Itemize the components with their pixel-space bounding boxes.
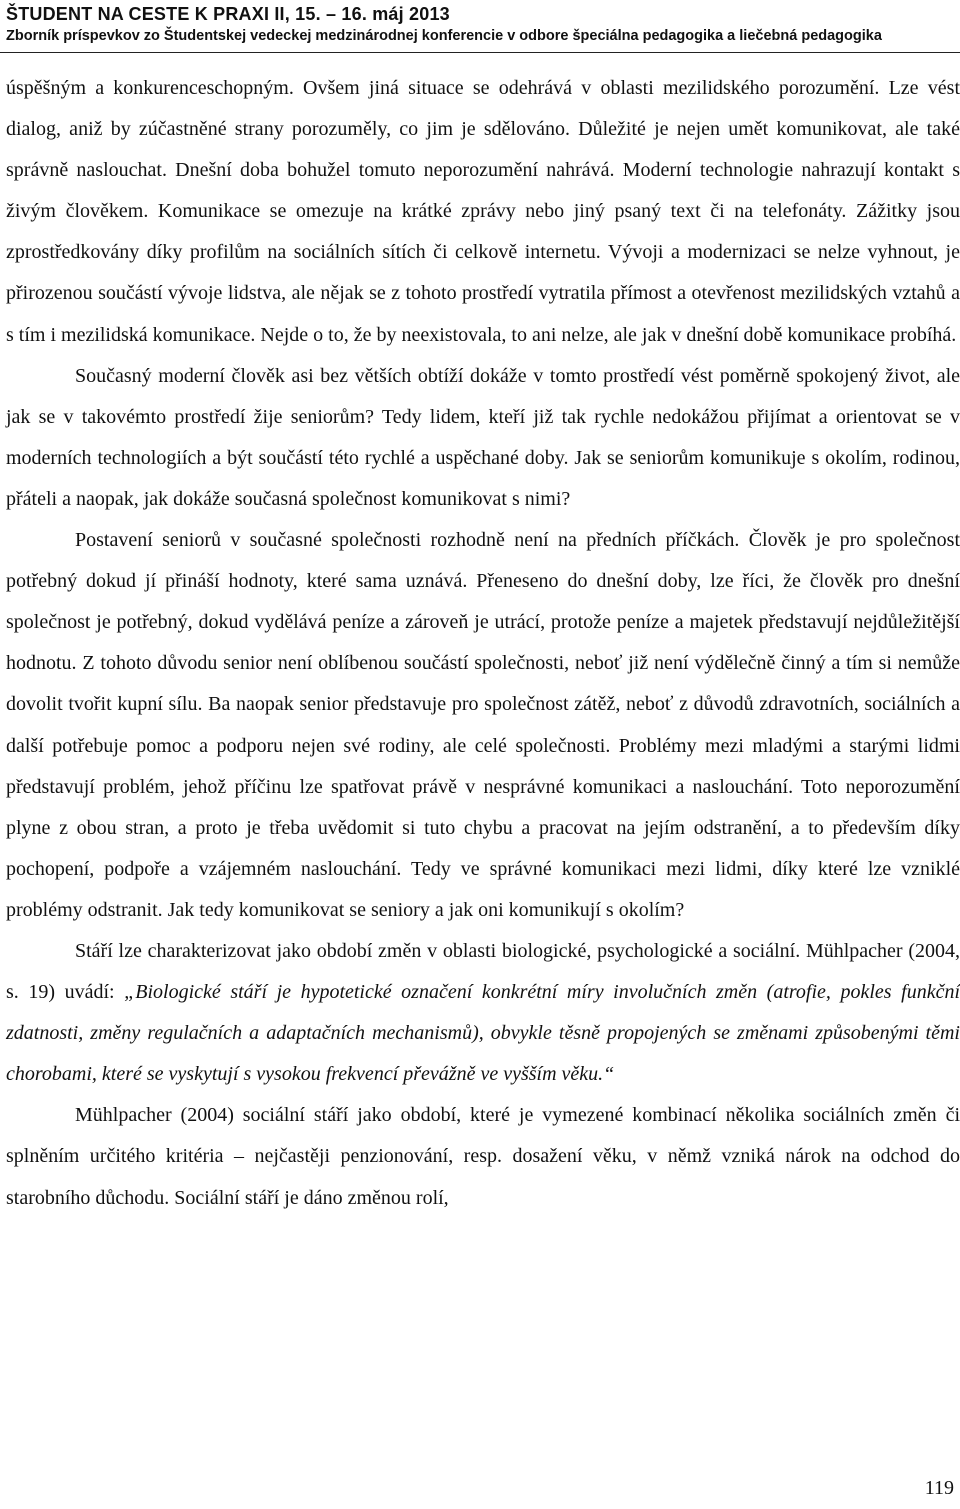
page-number: 119 — [924, 1477, 954, 1499]
paragraph-2: Současný moderní člověk asi bez větších obtíží dokáže v tomto prostředí vést poměrně spokojený život, ale jak se v takovémto prostředí žije seniorům? Tedy lidem, kteří již tak rychle nedokážou přijímat a orientovat se v moderních technologiích a být součástí této rychlé a uspěchané doby. Jak se seniorům komunikuje s okolím, rodinou, přáteli a naopak, jak dokáže současná společnost komunikovat s nimi? — [6, 364, 960, 510]
header-divider — [0, 52, 960, 53]
paragraph-3: Postavení seniorů v současné společnosti rozhodně není na předních příčkách. Člověk je pro společnost potřebný dokud jí přináší hodnoty, které sama uznává. Přeneseno do dnešní doby, lze říci, že člověk pro dnešní společnost je potřebný, dokud vydělává peníze a zároveň je utrácí, protože peníze a majetek představují nejdůležitější hodnotu. Z tohoto důvodu senior není oblíbenou součástí společnosti, neboť již není výdělečně činný a tím si nemůže dovolit tvořit kupní sílu. Ba naopak senior představuje pro společnost zátěž, neboť z důvodů zdravotních, sociálních a další potřebuje pomoc a podporu nejen své rodiny, ale celé společnosti. Problémy mezi mladými a starými lidmi představují problém, jehož příčinu lze spatřovat právě v nesprávné komunikaci a naslouchání. Toto neporozumění plyne z obou stran, a proto je třeba uvědomit si tuto chybu a pracovat na jejím odstranění, a to především díky pochopení, podpoře a vzájemném naslouchání. Tedy ve správné komunikaci mezi lidmi, díky které lze vzniklé problémy odstranit. Jak tedy komunikovat se seniory a jak oni komunikují s okolím? — [6, 529, 960, 921]
paragraph-1: úspěšným a konkurenceschopným. Ovšem jiná situace se odehrává v oblasti mezilidského porozumění. Lze vést dialog, aniž by zúčastněné strany porozuměly, co jim je sdělováno. Důležité je nejen umět komunikovat, ale také správně naslouchat. Dnešní doba bohužel tomuto neporozumění nahrává. Moderní technologie nahrazují kontakt s živým člověkem. Komunikace se omezuje na krátké zprávy nebo jiný psaný text či na telefonáty. Zážitky jsou zprostředkovány díky profilům na sociálních sítích či celkově internetu. Vývoji a modernizaci se nelze vyhnout, je přirozenou součástí vývoje lidstva, ale nějak se z tohoto prostředí vytratila přímost a otevřenost mezilidských vztahů a s tím i mezilidská komunikace. Nejde o to, že by neexistovala, to ani nelze, ale jak v dnešní době komunikace probíhá. — [6, 77, 960, 346]
paragraph-5: Mühlpacher (2004) sociální stáří jako období, které je vymezené kombinací několika sociálních změn či splněním určitého kritéria – nejčastěji penzionování, resp. dosažení věku, v němž vzniká nárok na odchod do starobního důchodu. Sociální stáří je dáno změnou rolí, — [6, 1104, 960, 1209]
header-title: ŠTUDENT NA CESTE K PRAXI II, 15. – 16. máj 2013 — [6, 4, 450, 24]
paragraph-4-intro: Stáří lze charakterizovat jako období změn v oblasti biologické, psychologické a sociální. Mühlpacher (2004, s. 19) uvádí: — [6, 939, 960, 1004]
page-header — [6, 2, 956, 46]
header-subtitle: Zborník príspevkov zo Študentskej vedeckej medzinárodnej konferencie v odbore špeciálna pedagogika a liečebná pedagogika — [6, 28, 882, 44]
article-body — [6, 68, 960, 1219]
paragraph-4 — [6, 931, 960, 1095]
citation-quote: „Biologické stáří je hypotetické označení konkrétní míry involučních změn (atrofie, pokles funkční zdatnosti, změny regulačních a adaptačních mechanismů), obvykle těsně propojených se změnami způsobenými těmi chorobami, které se vyskytují s vysokou frekvencí převážně ve vyšším věku.“ — [6, 981, 960, 1086]
